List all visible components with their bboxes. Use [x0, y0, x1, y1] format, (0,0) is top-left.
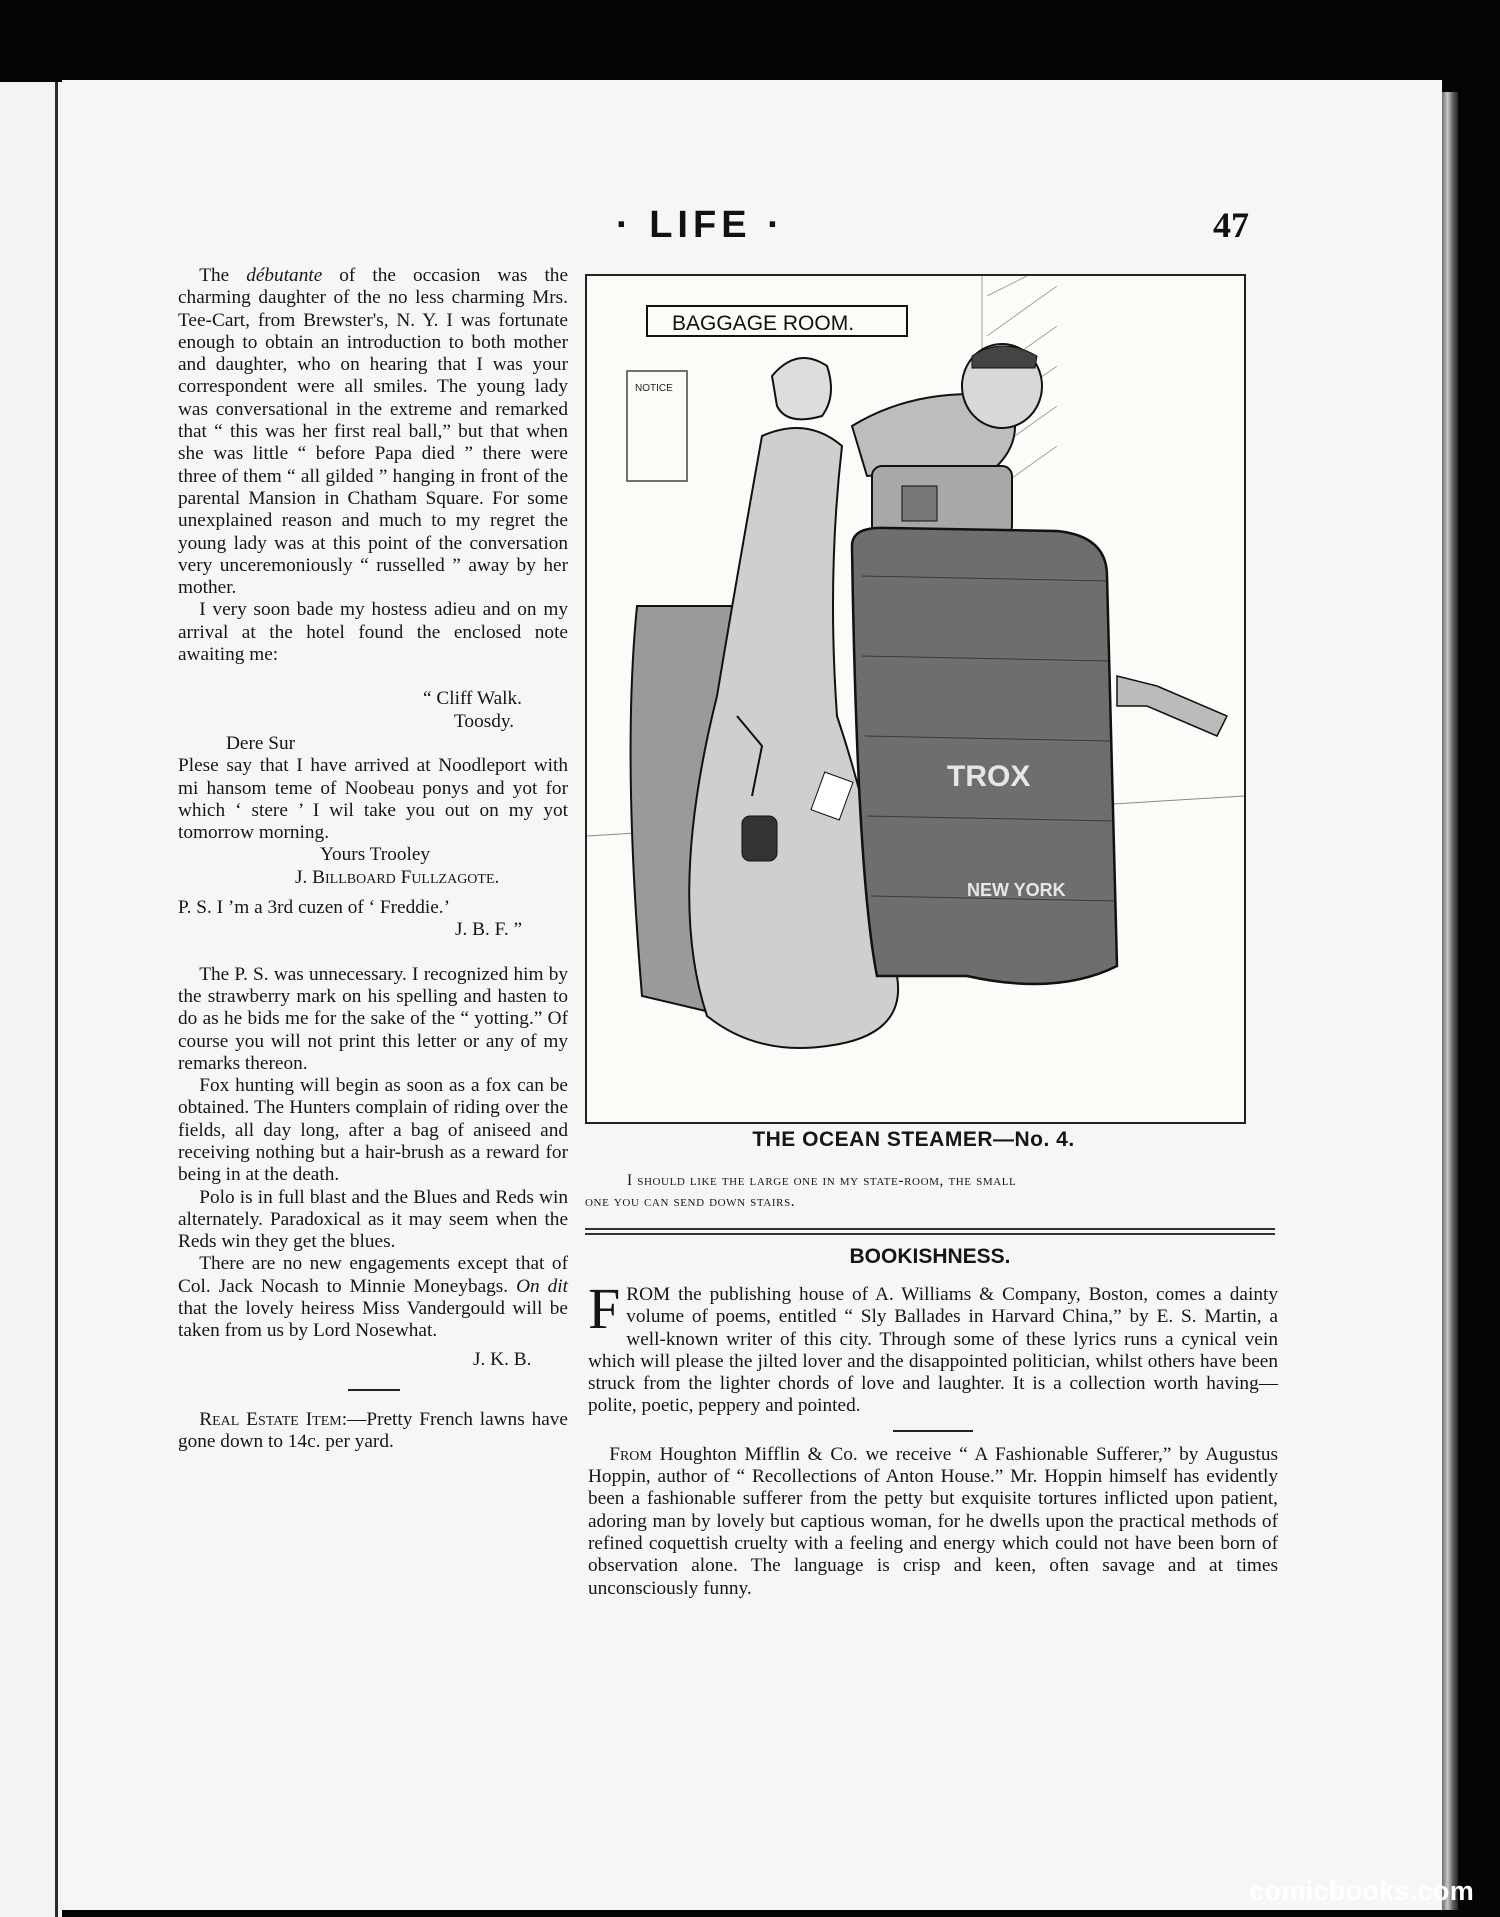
book-gutter-line [55, 82, 58, 1917]
paragraph-fox-hunting: Fox hunting will begin as soon as a fox can be obtained. The Hunters complain of riding over the fields, all day long, after a bag of aniseed and receiving nothing but a hair-brush as a reward for being in at the death. [178, 1075, 568, 1186]
letter-postscript-initials: J. B. F. ” [455, 919, 523, 941]
baggage-room-sign: BAGGAGE ROOM. [672, 312, 855, 335]
trunk-label-city: NEW YORK [967, 880, 1066, 900]
cartoon-illustration [585, 274, 1246, 1124]
watermark-logo: comicbooks.com [1249, 1876, 1474, 1906]
bookishness-column [588, 1276, 1278, 1600]
letter-signature: J. Billboard Fullzagote. [295, 866, 500, 888]
page-stack-edge [1442, 92, 1458, 1910]
letter-postscript: P. S. I ’m a 3rd cuzen of ‘ Freddie.’ [178, 897, 451, 919]
letter-date: Toosdy. [454, 710, 515, 732]
review-divider [893, 1430, 973, 1432]
double-rule-bottom [585, 1233, 1275, 1235]
letter-closing: Yours Trooley [320, 844, 431, 866]
paragraph-debutante: The débutante of the occasion was the charming daughter of the no less charming Mrs. Tee-Cart, from Brewster's, N. Y. I was fortunate enough to obtain an introduction to both mother and daughter, who on hearing that I was your correspondent were all smiles. The young lady was conversational in the extreme and remarked that “ this was her first real ball,” but that when she was little “ before Papa died ” there were three of them “ all gilded ” hanging in front of the parental Mansion in Chatham Square. For some unexplained reason and much to my regret the young lady was at this point of the conversation very unceremoniously “ russelled ” away by her mother. [178, 265, 568, 599]
paragraph-hostess: I very soon bade my hostess adieu and on my arrival at the hotel found the enclosed note awaiting me: [178, 599, 568, 666]
masthead-title: · LIFE · [616, 204, 785, 246]
bookishness-heading: BOOKISHNESS. [849, 1245, 1011, 1268]
cartoon-drawing [587, 276, 1244, 1122]
paragraph-ps-comment: The P. S. was unnecessary. I recognized him by the strawberry mark on his spelling and hasten to do as he bids me for the sake of the “ yotting.” Of course you will not print this letter or any of my remarks thereon. [178, 963, 568, 1074]
paragraph-engagements: There are no new engagements except that of Col. Jack Nocash to Minnie Moneybags. On dit that the lovely heiress Miss Vandergould will be taken from us by Lord Nosewhat. [178, 1253, 568, 1342]
paragraph-polo: Polo is in full blast and the Blues and Reds win alternately. Paradoxical as it may seem when the Reds win they get the blues. [178, 1186, 568, 1253]
double-rule-top [585, 1228, 1275, 1230]
letter-body: Plese say that I have arrived at Noodleport with mi hansom teme of Noobeau ponys and yot for which ‘ stere ’ I wil take you out on my yot tomorrow morning. [178, 755, 568, 844]
caption-line-2: one you can send down stairs. [585, 1193, 796, 1210]
page-number: 47 [1213, 205, 1249, 245]
caption-line-1: I should like the large one in my state-room, the small [627, 1172, 1017, 1189]
section-divider [348, 1389, 400, 1391]
review-fashionable-sufferer: From Houghton Mifflin & Co. we receive “ A Fashionable Sufferer,” by Augustus Hoppin, author of “ Recollections of Anton House.” Mr. Hoppin himself has evidently been a fashionable sufferer from the petty but exquisite tortures inflicted upon patient, adoring man by lovely but captious woman, for he dwells upon the practical methods of refined coquettish cruelty with a feeling and energy which could not have been born of observation alone. The language is crisp and keen, often savage and at times unconsciously funny. [588, 1443, 1278, 1599]
drop-cap: F [588, 1276, 621, 1341]
cartoon-title: THE OCEAN STEAMER—No. 4. [752, 1128, 1075, 1151]
trunk-label-name: TROX [947, 760, 1031, 793]
author-initials: J. K. B. [473, 1348, 532, 1370]
left-text-column [178, 265, 568, 1454]
review-sly-ballades: FROM the publishing house of A. Williams & Company, Boston, comes a dainty volume of poems, entitled “ Sly Ballades in Harvard China,” by E. S. Martin, a well-known writer of this city. Through some of these lyrics runs a cynical vein which will please the jilted lover and the disappointed politician, whilst others have been struck from the lighter chords of love and laughter. It is a collection worth having—polite, poetic, peppery and pointed. [588, 1276, 1278, 1417]
paragraph-real-estate: Real Estate Item:—Pretty French lawns have gone down to 14c. per yard. [178, 1408, 568, 1453]
notice-sign: NOTICE [635, 383, 673, 394]
letter-place: “ Cliff Walk. [423, 688, 522, 710]
cartoon-caption [585, 1170, 1275, 1212]
letter-salutation: Dere Sur [226, 732, 296, 754]
facing-page-edge [0, 82, 62, 1917]
